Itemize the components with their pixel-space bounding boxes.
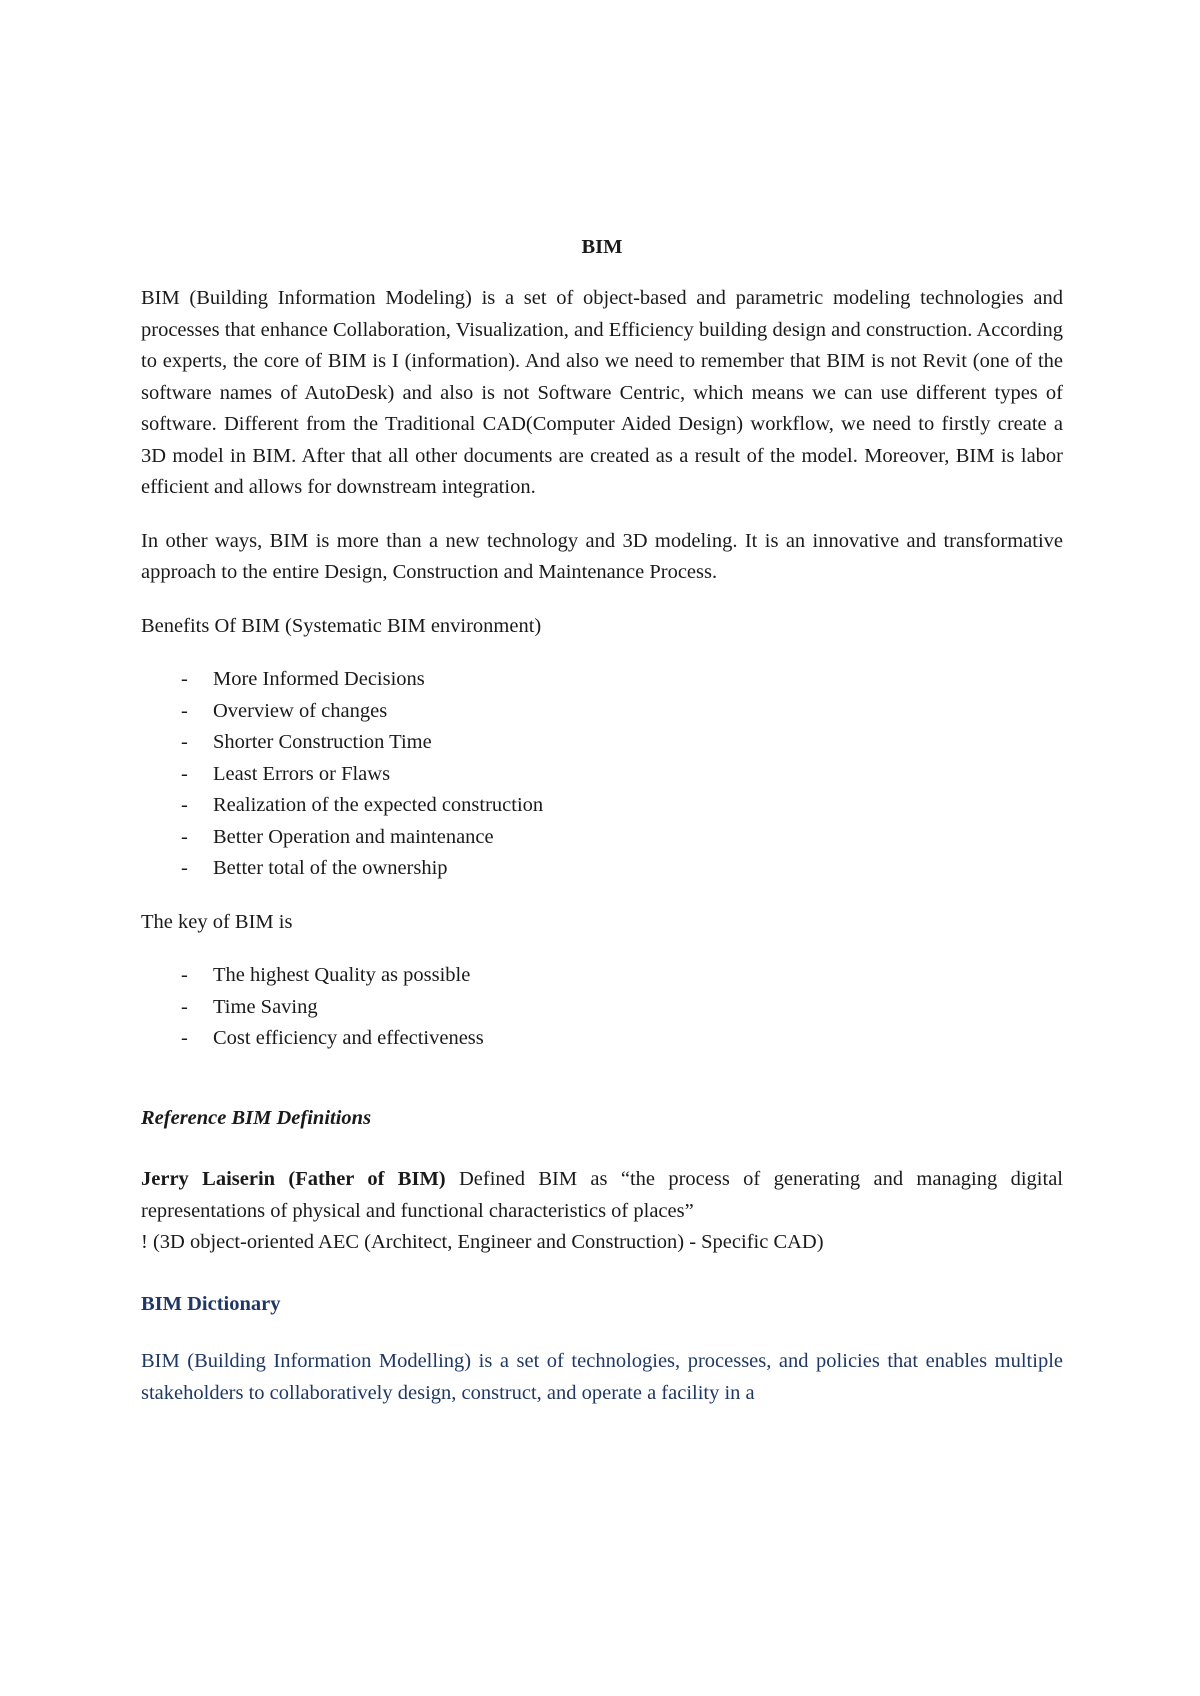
list-dash: - xyxy=(181,825,188,848)
benefit-item: - Shorter Construction Time xyxy=(141,727,1063,759)
benefits-heading: Benefits Of BIM (Systematic BIM environment) xyxy=(141,614,542,637)
key-list xyxy=(141,960,1063,1055)
benefit-item: - More Informed Decisions xyxy=(141,664,1063,696)
list-dash: - xyxy=(181,995,188,1018)
benefits-list xyxy=(141,664,1063,885)
list-dash: - xyxy=(181,857,188,879)
reference-author: Jerry Laiserin (Father of BIM) xyxy=(141,1168,446,1190)
reference-paragraph xyxy=(141,1164,1063,1259)
benefit-item: - Least Errors or Flaws xyxy=(141,759,1063,791)
dictionary-heading: BIM Dictionary xyxy=(141,1292,281,1315)
second-paragraph: In other ways, BIM is more than a new technology and 3D modeling. It is an innovative and transformative approach to the entire Design, Construction and Maintenance Process. xyxy=(141,529,1063,583)
benefit-item: - Better Operation and maintenance xyxy=(141,822,1063,854)
list-dash: - xyxy=(181,762,188,785)
list-dash: - xyxy=(181,794,188,816)
reference-heading: Reference BIM Definitions xyxy=(141,1106,372,1129)
list-dash: - xyxy=(181,1027,188,1049)
list-dash: - xyxy=(181,964,188,986)
reference-definition: Defined BIM as “the process of generating and managing digital representations of physical and functional characteristics of places” xyxy=(141,1168,1063,1222)
reference-note: ! (3D object-oriented AEC (Architect, Engineer and Construction) - Specific CAD) xyxy=(141,1231,824,1253)
document-page xyxy=(141,232,1063,1409)
list-dash: - xyxy=(181,699,188,722)
key-item: - The highest Quality as possible xyxy=(141,960,1063,992)
list-dash: - xyxy=(181,731,188,753)
key-item: - Time Saving xyxy=(141,992,1063,1024)
key-heading: The key of BIM is xyxy=(141,910,293,933)
document-title: BIM xyxy=(581,236,623,258)
list-dash: - xyxy=(181,668,188,690)
intro-paragraph: BIM (Building Information Modeling) is a set of object-based and parametric modeling technologies and processes that enhance Collaboration, Visualization, and Efficiency building design and construction. According to experts, the core of BIM is I (information). And also we need to remember that BIM is not Revit (one of the software names of AutoDesk) and also is not Software Centric, which means we can use different types of software. Different from the Traditional CAD(Computer Aided Design) workflow, we need to firstly create a 3D model in BIM. After that all other documents are created as a result of the model. Moreover, BIM is labor efficient and allows for downstream integration. xyxy=(141,287,1063,498)
key-item: - Cost efficiency and effectiveness xyxy=(141,1023,1063,1055)
benefit-item: - Overview of changes xyxy=(141,696,1063,728)
benefit-item: - Realization of the expected construction xyxy=(141,790,1063,822)
benefit-item: - Better total of the ownership xyxy=(141,853,1063,885)
dictionary-paragraph: BIM (Building Information Modelling) is a set of technologies, processes, and policies that enables multiple stakeholders to collaboratively design, construct, and operate a facility in a xyxy=(141,1350,1063,1404)
